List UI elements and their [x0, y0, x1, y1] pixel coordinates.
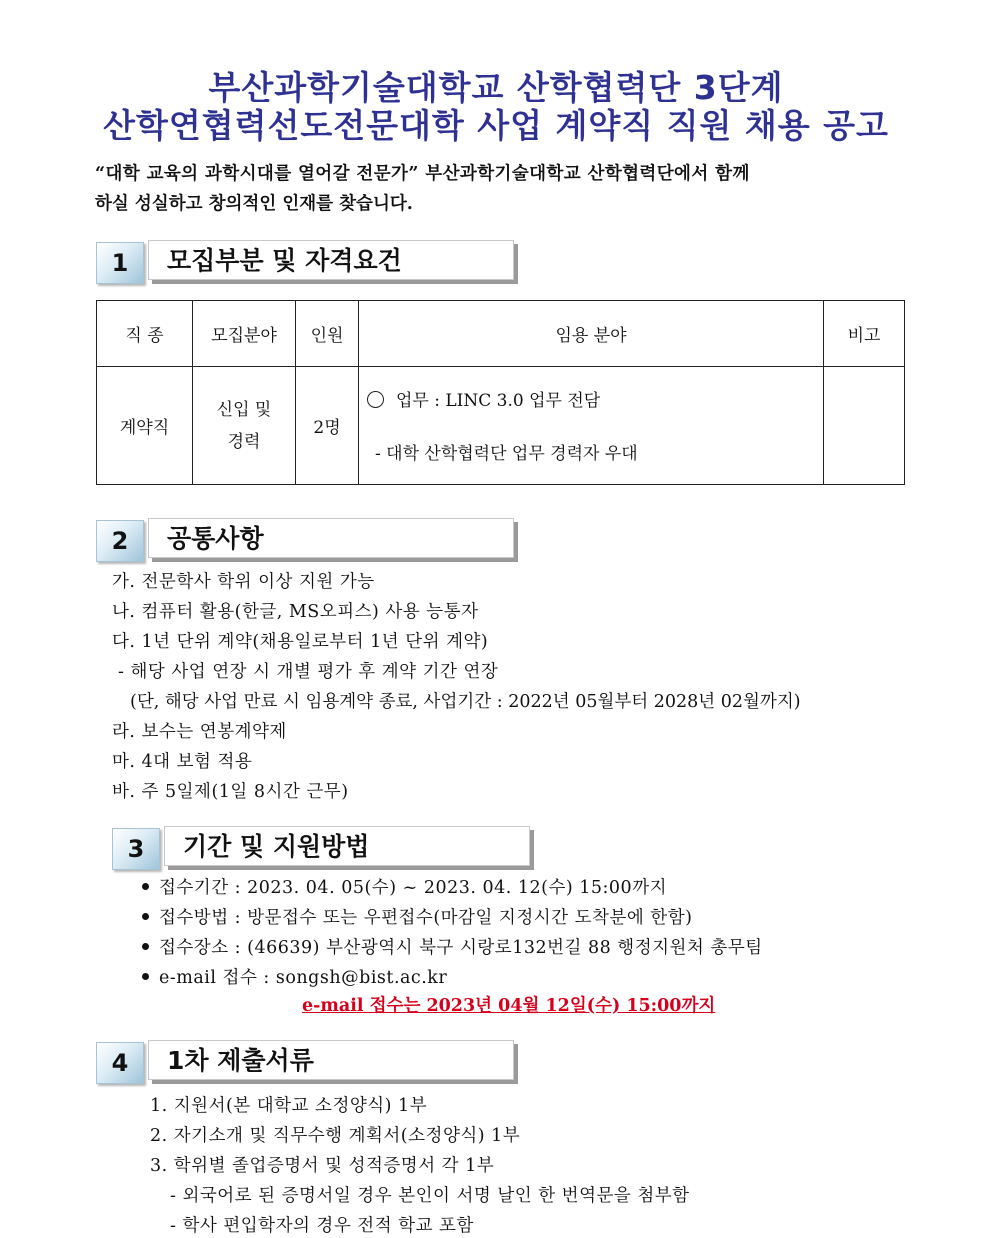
section-2-heading [96, 518, 526, 562]
duty-line2: - 대학 산학협력단 업무 경력자 우대 [375, 444, 638, 464]
intro-line1: “대학 교육의 과학시대를 열어갈 전문가” 부산과학기술대학교 산학협력단에서 함께 [95, 164, 750, 184]
field-line2: 경력 [227, 431, 261, 452]
section-title: 공통사항 [148, 518, 514, 558]
apply-text: 접수기간 : 2023. 04. 05(수) ~ 2023. 04. 12(수) 15:00까지 [159, 878, 668, 898]
apply-item [142, 934, 763, 959]
bullet-icon [142, 883, 149, 890]
document-item: 1. 지원서(본 대학교 소정양식) 1부 [150, 1096, 428, 1116]
field-line1: 신입 및 [216, 399, 272, 420]
cell-duty [359, 367, 824, 485]
apply-text: 접수방법 : 방문접수 또는 우편접수(마감일 지정시간 도착분에 한함) [159, 908, 693, 928]
bullet-icon [142, 973, 149, 980]
header-duty: 임용 분야 [359, 301, 824, 367]
common-item: 나. 컴퓨터 활용(한글, MS오피스) 사용 능통자 [112, 602, 479, 622]
cell-job-type: 계약직 [97, 367, 193, 485]
bullet-icon [142, 943, 149, 950]
section-title: 1차 제출서류 [148, 1040, 514, 1080]
section-number: 1 [96, 242, 144, 284]
duty-text1: 업무 : LINC 3.0 업무 전담 [396, 391, 601, 411]
apply-item [142, 964, 447, 989]
duty-line1 [367, 386, 822, 411]
document-item: - 외국어로 된 증명서일 경우 본인이 서명 날인 한 번역문을 첨부함 [170, 1186, 690, 1206]
section-1-heading [96, 240, 526, 284]
circle-bullet-icon [367, 391, 384, 408]
bullet-icon [142, 913, 149, 920]
common-item: 바. 주 5일제(1일 8시간 근무) [112, 782, 349, 802]
cell-note [824, 367, 905, 485]
section-number: 3 [112, 828, 160, 870]
recruitment-table [96, 300, 905, 485]
cell-count: 2명 [296, 367, 359, 485]
page-title-line1: 부산과학기술대학교 산학협력단 3단계 [208, 68, 784, 107]
common-item: 마. 4대 보험 적용 [112, 752, 253, 772]
common-item: - 해당 사업 연장 시 개별 평가 후 계약 기간 연장 [118, 662, 499, 682]
section-3-heading [112, 826, 542, 870]
document-item: 3. 학위별 졸업증명서 및 성적증명서 각 1부 [150, 1156, 495, 1176]
section-number: 2 [96, 520, 144, 562]
header-field: 모집분야 [193, 301, 296, 367]
section-number: 4 [96, 1042, 144, 1084]
common-item: (단, 해당 사업 만료 시 임용계약 종료, 사업기간 : 2022년 05월부터 2028년 02월까지) [130, 692, 801, 712]
email-deadline-note: e-mail 접수는 2023년 04월 12일(수) 15:00까지 [302, 996, 716, 1016]
apply-item [142, 874, 667, 899]
common-item: 가. 전문학사 학위 이상 지원 가능 [112, 572, 375, 592]
apply-item [142, 904, 692, 929]
section-title: 모집부분 및 자격요건 [148, 240, 514, 280]
table-row [97, 367, 905, 485]
apply-text: e-mail 접수 : songsh@bist.ac.kr [159, 968, 448, 988]
document-item: - 학사 편입학자의 경우 전적 학교 포함 [170, 1216, 474, 1236]
header-note: 비고 [824, 301, 905, 367]
header-count: 인원 [296, 301, 359, 367]
common-item: 다. 1년 단위 계약(채용일로부터 1년 단위 계약) [112, 632, 489, 652]
cell-field [193, 367, 296, 485]
table-header-row [97, 301, 905, 367]
section-4-heading [96, 1040, 526, 1084]
apply-text: 접수장소 : (46639) 부산광역시 북구 시랑로132번길 88 행정지원처 총무팀 [159, 938, 763, 958]
common-item: 라. 보수는 연봉계약제 [112, 722, 287, 742]
page-title-line2: 산학연협력선도전문대학 사업 계약직 직원 채용 공고 [103, 106, 889, 145]
intro-line2: 하실 성실하고 창의적인 인재를 찾습니다. [95, 194, 413, 214]
header-job-type: 직 종 [97, 301, 193, 367]
section-title: 기간 및 지원방법 [164, 826, 530, 866]
document-item: 2. 자기소개 및 직무수행 계획서(소정양식) 1부 [150, 1126, 521, 1146]
